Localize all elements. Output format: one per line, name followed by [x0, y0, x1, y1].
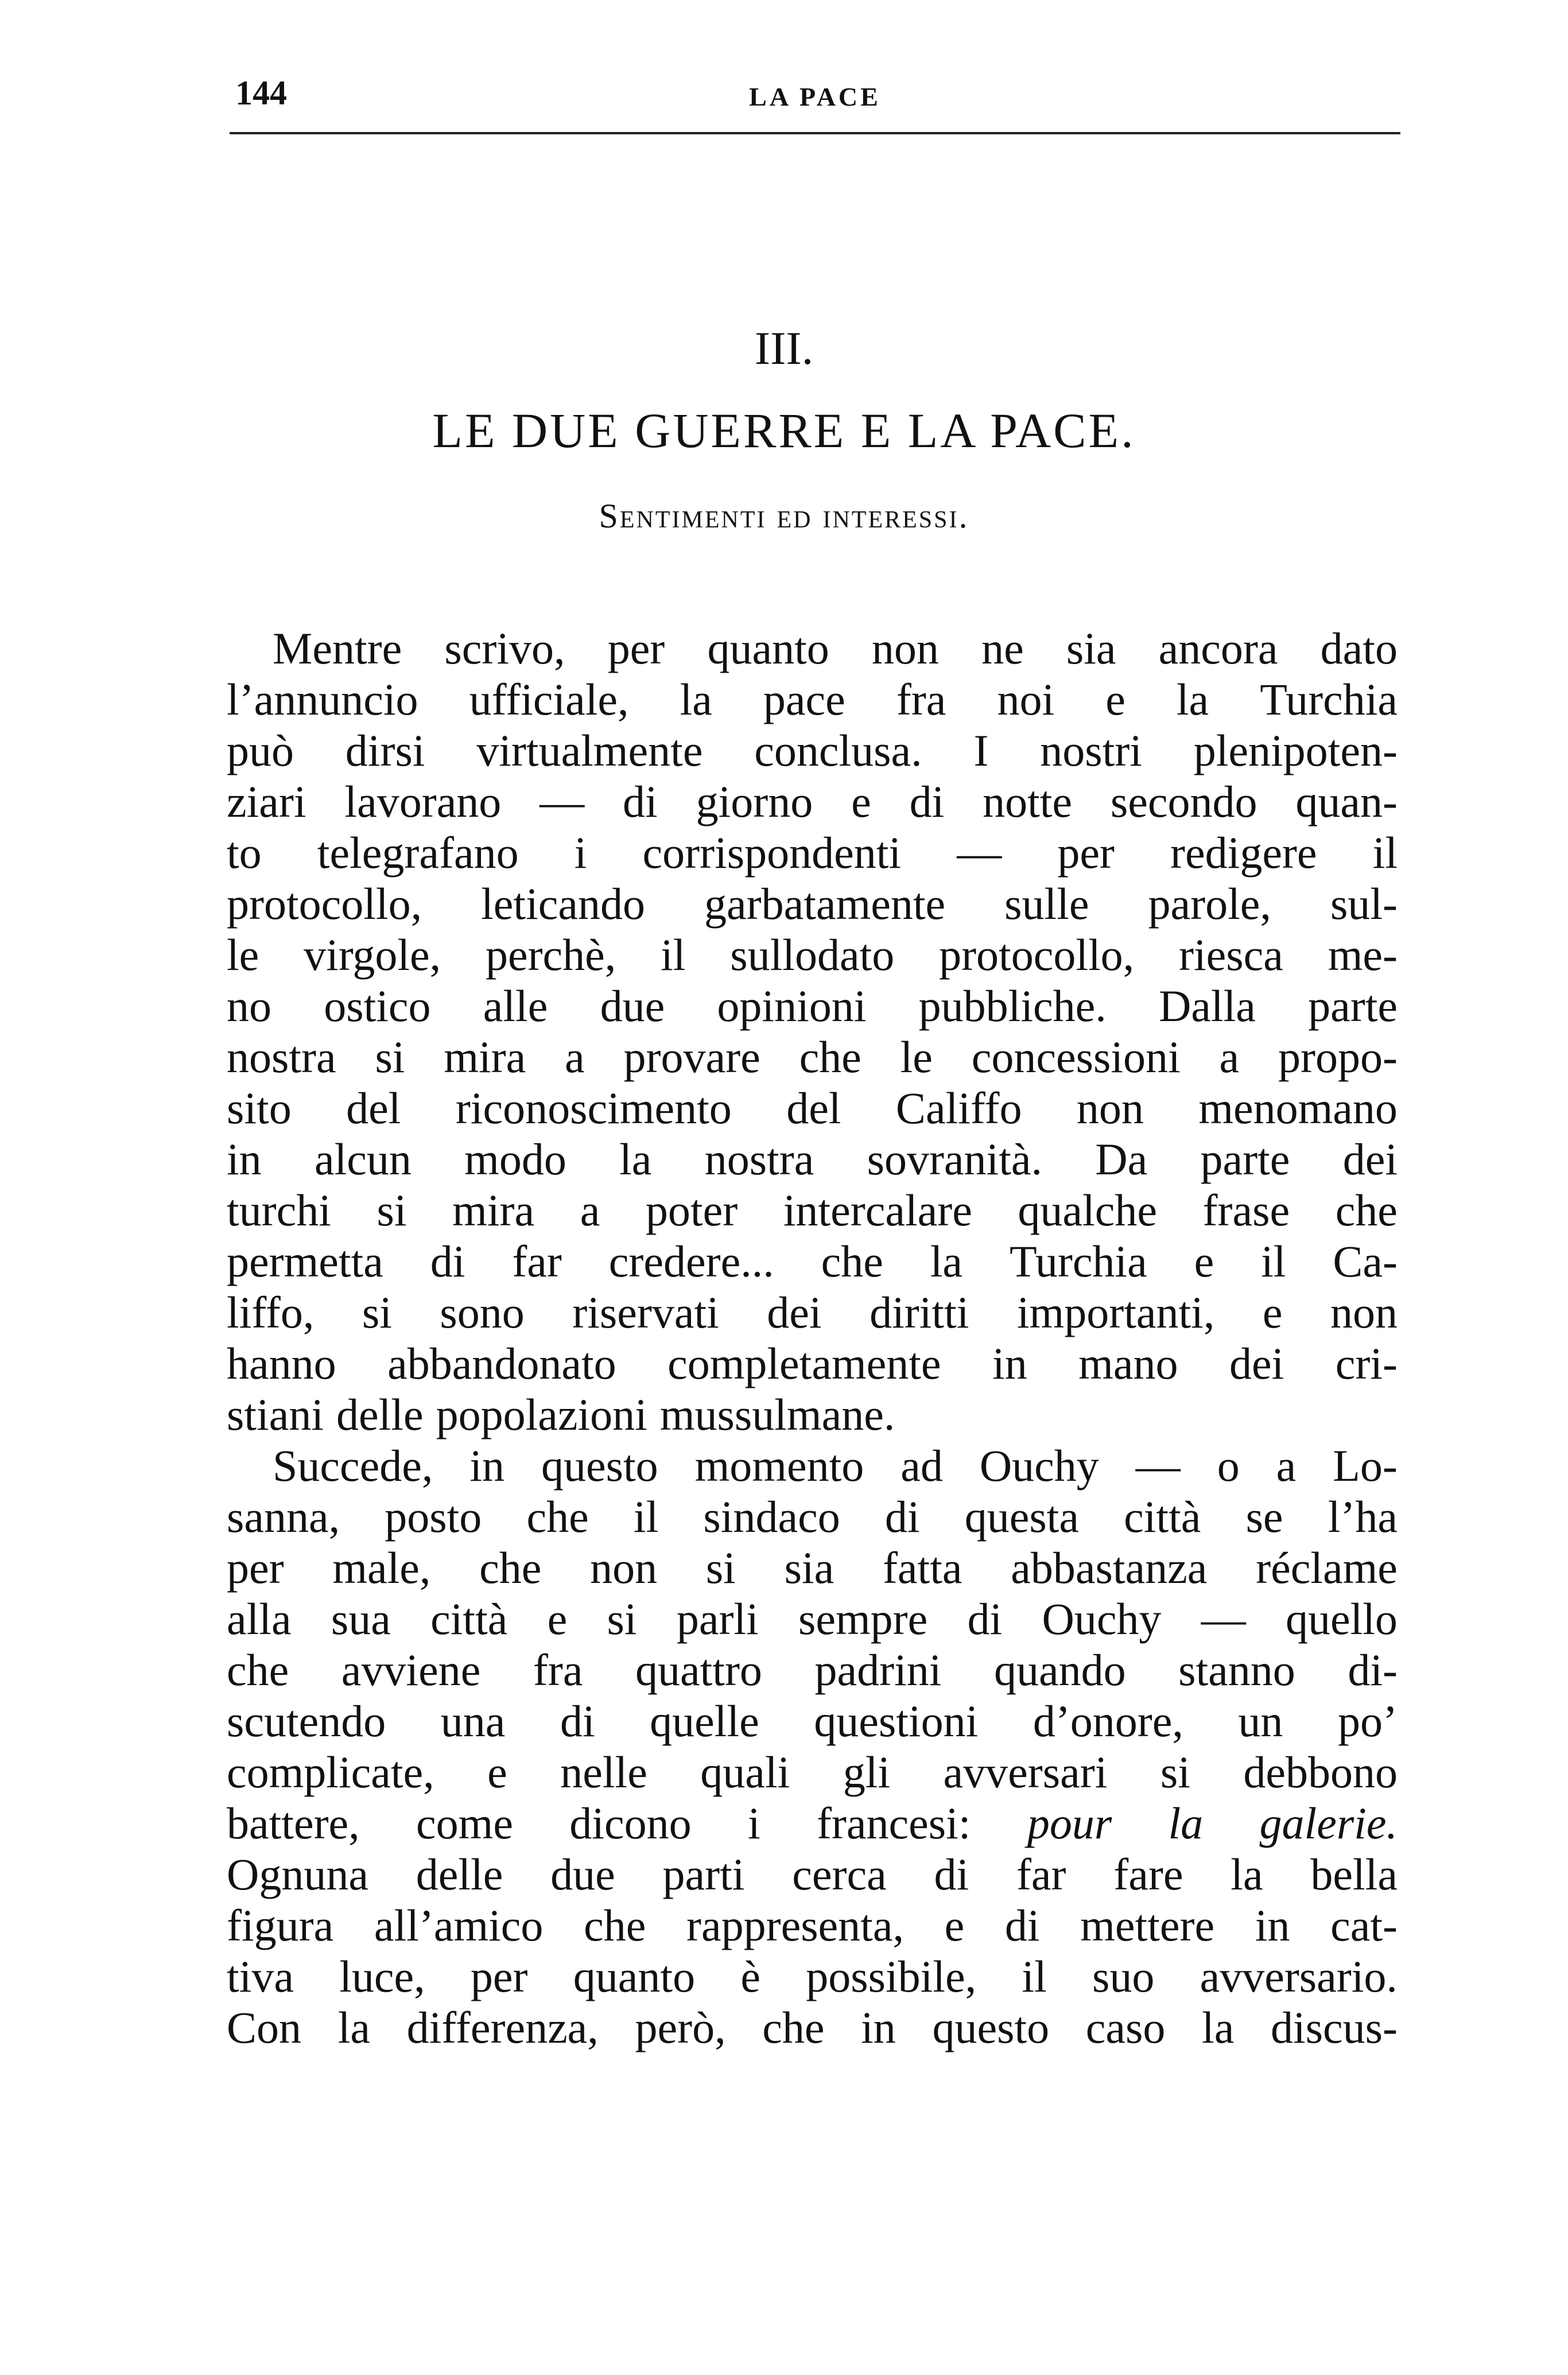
chapter-number: III.	[754, 322, 814, 374]
text-line: complicate, e nelle quali gli avversari si debbono	[227, 1747, 1398, 1797]
text-line: figura all’amico che rappresenta, e di mettere in cat-	[227, 1900, 1398, 1950]
text-line: sito del riconoscimento del Califfo non menomano	[227, 1083, 1398, 1133]
text-line: Ognuna delle due parti cerca di far fare la bella	[227, 1849, 1398, 1899]
text-line: turchi si mira a poter intercalare qualche frase che	[227, 1185, 1398, 1235]
text-line: permetta di far credere... che la Turchia e il Ca-	[227, 1236, 1398, 1286]
text-line: Con la differenza, però, che in questo caso la discus-	[227, 2003, 1398, 2052]
chapter-subtitle: Sentimenti ed interessi.	[599, 497, 969, 535]
chapter-title: LE DUE GUERRE E LA PACE.	[432, 403, 1136, 458]
text-line: che avviene fra quattro padrini quando stanno di-	[227, 1645, 1398, 1695]
running-title: LA PACE	[749, 82, 881, 111]
text-line: battere, come dicono i francesi: pour la galerie.	[227, 1798, 1398, 1848]
body-text	[227, 623, 1398, 2053]
text-line: to telegrafano i corrispondenti — per redigere il	[227, 828, 1398, 878]
text-line: ziari lavorano — di giorno e di notte secondo quan-	[227, 777, 1398, 826]
text-line: nostra si mira a provare che le concessioni a propo-	[227, 1032, 1398, 1082]
text-line: no ostico alle due opinioni pubbliche. Dalla parte	[227, 981, 1398, 1031]
text-line: protocollo, leticando garbatamente sulle parole, sul-	[227, 879, 1398, 929]
text-line: hanno abbandonato completamente in mano dei cri-	[227, 1338, 1398, 1388]
text-line: le virgole, perchè, il sullodato protocollo, riesca me-	[227, 930, 1398, 980]
text-line: liffo, si sono riservati dei diritti importanti, e non	[227, 1287, 1398, 1337]
text-line: alla sua città e si parli sempre di Ouchy — quello	[227, 1594, 1398, 1644]
text-line: Mentre scrivo, per quanto non ne sia ancora dato	[273, 623, 1398, 673]
text-line: scutendo una di quelle questioni d’onore, un po’	[227, 1696, 1398, 1746]
text-line: in alcun modo la nostra sovranità. Da parte dei	[227, 1134, 1398, 1184]
text-line: l’annuncio ufficiale, la pace fra noi e la Turchia	[227, 674, 1398, 724]
page-number: 144	[235, 74, 287, 112]
text-line: Succede, in questo momento ad Ouchy — o a Lo-	[273, 1441, 1398, 1491]
text-line: stiani delle popolazioni mussulmane.	[227, 1390, 895, 1439]
text-line: per male, che non si sia fatta abbastanza réclame	[227, 1543, 1398, 1593]
running-head	[230, 69, 1400, 134]
text-line: può dirsi virtualmente conclusa. I nostri plenipoten-	[227, 725, 1398, 775]
text-line: tiva luce, per quanto è possibile, il suo avversario.	[227, 1951, 1398, 2001]
text-line: sanna, posto che il sindaco di questa città se l’ha	[227, 1492, 1398, 1542]
